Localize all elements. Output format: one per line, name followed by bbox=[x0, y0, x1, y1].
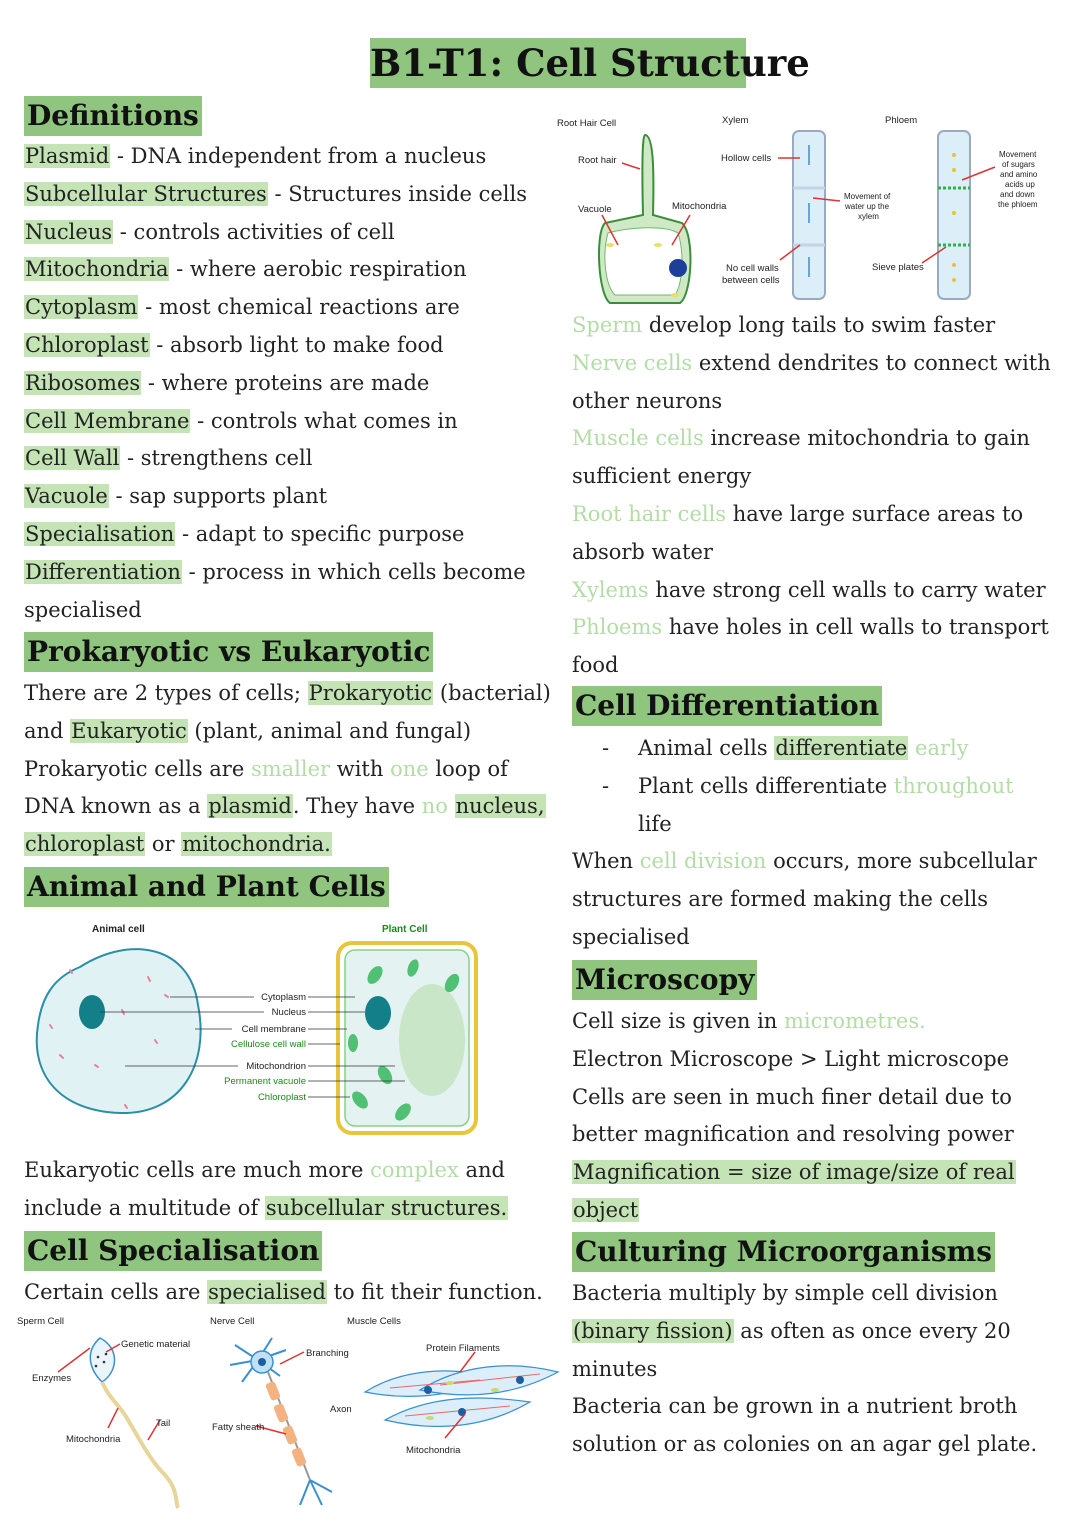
label-cellulose-cell-wall: Cellulose cell wall bbox=[231, 1039, 306, 1050]
sperm-tail bbox=[102, 1382, 178, 1508]
no-walls-label-1: No cell walls bbox=[726, 263, 779, 274]
vacuole-label: Vacuole bbox=[578, 204, 612, 215]
definition-item: Ribosomes - where proteins are made bbox=[25, 370, 430, 395]
hollow-cells-label: Hollow cells bbox=[721, 153, 772, 164]
animal-cell-membrane bbox=[37, 949, 201, 1113]
root-mito-label: Mitochondria bbox=[672, 201, 727, 212]
definition-item: Vacuole - sap supports plant bbox=[25, 484, 328, 509]
animal-plant-diagram bbox=[20, 915, 540, 1145]
culturing-text: Bacteria multiply by simple cell division (binary fission) as often as once every 20 minutes Bacteria can be grown in a nutrient broth solution or as colonies on an agar gel plate. bbox=[572, 1281, 1038, 1457]
eukaryotic-text: Eukaryotic cells are much more complex and include a multitude of subcellular structures. bbox=[24, 1158, 508, 1220]
definition-item: Cell Membrane - controls what comes in bbox=[25, 408, 458, 433]
culturing-heading: Culturing Microorganisms bbox=[572, 1232, 995, 1272]
definition-item: Cytoplasm - most chemical reactions are bbox=[25, 295, 460, 320]
specialisation-text: Certain cells are specialised to fit their function. bbox=[24, 1280, 543, 1304]
microscopy-heading: Microscopy bbox=[572, 960, 757, 1000]
definition-item: Cell Wall - strengthens cell bbox=[25, 446, 313, 471]
label-nucleus: Nucleus bbox=[271, 1007, 306, 1018]
differentiation-bullets: - Animal cells differentiate early - Plant cells differentiate throughout life bbox=[602, 736, 1014, 836]
definition-item: Chloroplast - absorb light to make food bbox=[25, 332, 444, 357]
specialisation-heading: Cell Specialisation bbox=[24, 1231, 322, 1271]
definition-item: Nucleus - controls activities of cell bbox=[25, 219, 395, 244]
animal-cell-label: Animal cell bbox=[92, 924, 145, 935]
plant-vacuole bbox=[399, 984, 465, 1096]
differentiation-text: When cell division occurs, more subcellular structures are formed making the cells specialised bbox=[572, 849, 1037, 949]
muscle-mito-label: Mitochondria bbox=[406, 1445, 461, 1456]
phloem-movement-5: and down bbox=[1000, 190, 1035, 199]
xylem-movement-3: xylem bbox=[858, 212, 879, 221]
xylem-movement-1: Movement of bbox=[844, 192, 891, 201]
nerve-fatty-label: Fatty sheath bbox=[212, 1422, 265, 1433]
label-cell-membrane: Cell membrane bbox=[241, 1024, 306, 1035]
sperm-tail-label: Tail bbox=[156, 1418, 171, 1429]
transport-cells-diagram bbox=[550, 105, 1050, 310]
label-mitochondrion: Mitochondrion bbox=[246, 1061, 306, 1072]
xylem-movement-2: water up the bbox=[845, 202, 890, 211]
muscle-title: Muscle Cells bbox=[347, 1316, 401, 1327]
phloem-title: Phloem bbox=[885, 115, 918, 126]
phloem-movement-4: acids up bbox=[1005, 180, 1035, 189]
definition-tail: specialised bbox=[24, 597, 142, 622]
root-hair-nucleus bbox=[669, 259, 687, 277]
phloem-movement-3: and amino bbox=[1000, 170, 1038, 179]
definition-item: Subcellular Structures - Structures inside cells bbox=[25, 181, 527, 206]
animal-plant-heading: Animal and Plant Cells bbox=[24, 867, 389, 907]
root-hair-title: Root Hair Cell bbox=[557, 118, 617, 129]
sperm-mito-label: Mitochondria bbox=[66, 1434, 121, 1445]
nerve-title: Nerve Cell bbox=[210, 1316, 255, 1327]
muscle-protein-label: Protein Filaments bbox=[426, 1343, 500, 1354]
differentiation-heading: Cell Differentiation bbox=[572, 686, 882, 726]
page-title: B1-T1: Cell Structure bbox=[370, 38, 746, 88]
definition-item: Differentiation - process in which cells become bbox=[25, 559, 526, 584]
xylem-title: Xylem bbox=[722, 115, 749, 126]
label-permanent-vacuole: Permanent vacuole bbox=[224, 1076, 306, 1087]
label-chloroplast: Chloroplast bbox=[257, 1092, 306, 1103]
prokaryotic-text: There are 2 types of cells; Prokaryotic (bacterial) and Eukaryotic (plant, animal and fungal) Prokaryotic cells are smaller with one loop of DNA known as a plasmid. They have no nucleus, chloroplast or mitochondria. bbox=[24, 681, 551, 857]
specialised-cells-diagram bbox=[10, 1310, 565, 1515]
label-cytoplasm: Cytoplasm bbox=[261, 992, 306, 1003]
nerve-fatty-sheath bbox=[265, 1381, 307, 1467]
sperm-title: Sperm Cell bbox=[17, 1316, 64, 1327]
sieve-plates-label: Sieve plates bbox=[872, 262, 924, 273]
definitions-list bbox=[24, 138, 544, 629]
phloem-movement-2: of sugars bbox=[1002, 160, 1035, 169]
sperm-head bbox=[90, 1338, 114, 1382]
prokaryotic-heading: Prokaryotic vs Eukaryotic bbox=[24, 632, 433, 672]
definitions-heading: Definitions bbox=[24, 96, 202, 136]
plant-nucleus bbox=[365, 996, 391, 1030]
nerve-branching-label: Branching bbox=[306, 1348, 349, 1359]
phloem-movement-1: Movement bbox=[999, 150, 1037, 159]
sperm-enzymes-label: Enzymes bbox=[32, 1373, 72, 1384]
root-hair-label: Root hair bbox=[578, 155, 617, 166]
specialised-cells-text: Sperm develop long tails to swim faster Nerve cells extend dendrites to connect with other neurons Muscle cells increase mitochondria to gain sufficient energy Root hair cells have large surface areas to absorb water Xylems have strong cell walls to carry water Phloems have holes in cell walls to transport food bbox=[572, 313, 1051, 678]
sperm-genetic-label: Genetic material bbox=[121, 1339, 191, 1350]
definition-item: Plasmid - DNA independent from a nucleus bbox=[25, 144, 487, 168]
nerve-axon-label: Axon bbox=[330, 1404, 352, 1415]
no-walls-label-2: between cells bbox=[722, 275, 780, 286]
definition-item: Mitochondria - where aerobic respiration bbox=[25, 257, 467, 282]
phloem-movement-6: the phloem bbox=[998, 200, 1038, 209]
definition-item: Specialisation - adapt to specific purpose bbox=[25, 521, 465, 546]
microscopy-text: Cell size is given in micrometres. Electron Microscope > Light microscope Cells are seen in much finer detail due to better magnification and resolving power Magnification = size of image/size of real object bbox=[572, 1009, 1015, 1222]
plant-cell-label: Plant Cell bbox=[382, 924, 428, 935]
